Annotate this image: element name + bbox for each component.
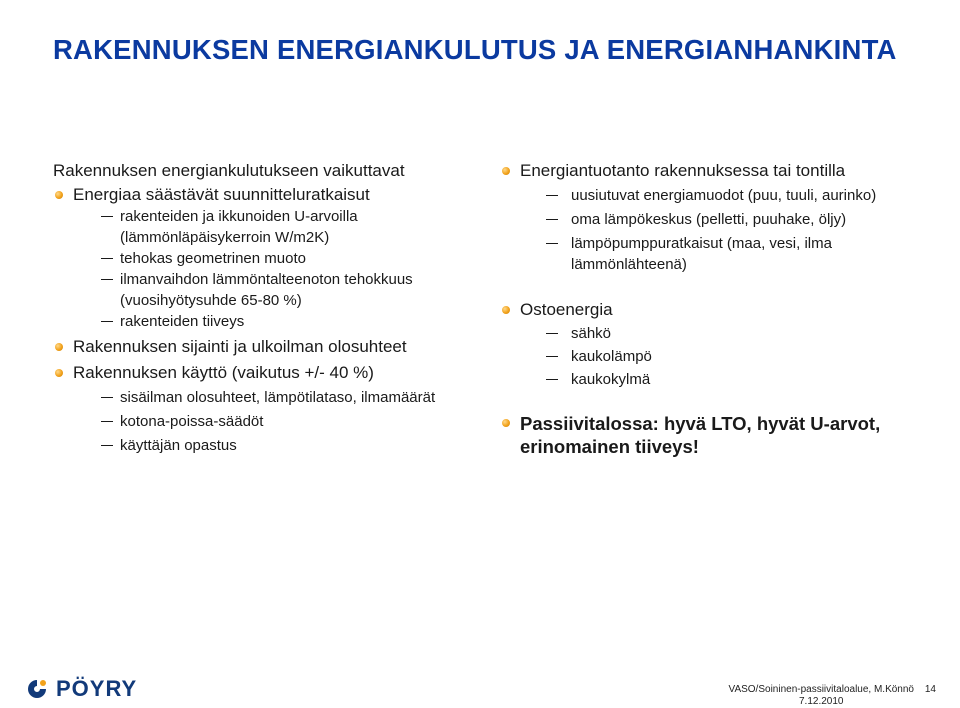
bullet-location: Rakennuksen sijainti ja ulkoilman olosuhteet (53, 336, 473, 358)
bullet-purchased-energy: Ostoenergia (500, 299, 940, 321)
dash-icon (546, 333, 558, 334)
sub-item: käyttäjän opastus (53, 435, 473, 456)
dash-icon (101, 397, 113, 398)
left-column (53, 160, 473, 456)
bullet-dot-icon (502, 419, 510, 427)
bullet-dot-icon (502, 306, 510, 314)
left-intro: Rakennuksen energiankulutukseen vaikuttavat (53, 161, 405, 180)
dash-icon (546, 356, 558, 357)
dash-icon (546, 195, 558, 196)
bullet-energy-production: Energiantuotanto rakennuksessa tai tontilla (500, 160, 940, 182)
dash-icon (101, 216, 113, 217)
dash-icon (101, 445, 113, 446)
dash-icon (546, 379, 558, 380)
sub-item: sähkö (500, 323, 940, 344)
bullet-energy-saving: Energiaa säästävät suunnitteluratkaisut (53, 184, 473, 206)
poyry-logo-icon (24, 678, 50, 700)
bullet-dot-icon (502, 167, 510, 175)
sub-item: rakenteiden ja ikkunoiden U-arvoilla (lämmönläpäisykerroin W/m2K) (53, 206, 473, 248)
footer-date: 7.12.2010 (799, 696, 844, 707)
dash-icon (101, 279, 113, 280)
sub-item: kaukolämpö (500, 346, 940, 367)
brand-name: PÖYRY (56, 676, 138, 701)
sub-item: tehokas geometrinen muoto (53, 248, 473, 269)
sub-item: uusiutuvat energiamuodot (puu, tuuli, aurinko) (500, 185, 940, 206)
sub-item: ilmanvaihdon lämmöntalteenoton tehokkuus (vuosihyötysuhde 65-80 %) (53, 269, 473, 311)
sub-item: lämpöpumppuratkaisut (maa, vesi, ilma lämmönlähteenä) (500, 233, 940, 275)
bullet-usage: Rakennuksen käyttö (vaikutus +/- 40 %) (53, 362, 473, 384)
dash-icon (546, 219, 558, 220)
sub-item: kotona-poissa-säädöt (53, 411, 473, 432)
sub-item: kaukokylmä (500, 369, 940, 390)
page-number: 14 (924, 684, 936, 695)
sub-item: sisäilman olosuhteet, lämpötilataso, ilmamäärät (53, 387, 473, 408)
dash-icon (101, 321, 113, 322)
poyry-logo (24, 676, 137, 702)
sub-item: rakenteiden tiiveys (53, 311, 473, 332)
dash-icon (101, 258, 113, 259)
right-column (500, 160, 940, 458)
bullet-passive-house: Passiivitalossa: hyvä LTO, hyvät U-arvot, erinomainen tiiveys! (500, 412, 940, 458)
bullet-dot-icon (55, 343, 63, 351)
bullet-dot-icon (55, 191, 63, 199)
footer-source: VASO/Soininen-passiivitaloalue, M.Könnö (728, 684, 914, 695)
slide-title: RAKENNUKSEN ENERGIANKULUTUS JA ENERGIANHANKINTA (53, 34, 897, 65)
footer-meta (729, 684, 914, 708)
sub-item: oma lämpökeskus (pelletti, puuhake, öljy) (500, 209, 940, 230)
bullet-dot-icon (55, 369, 63, 377)
dash-icon (101, 421, 113, 422)
dash-icon (546, 243, 558, 244)
